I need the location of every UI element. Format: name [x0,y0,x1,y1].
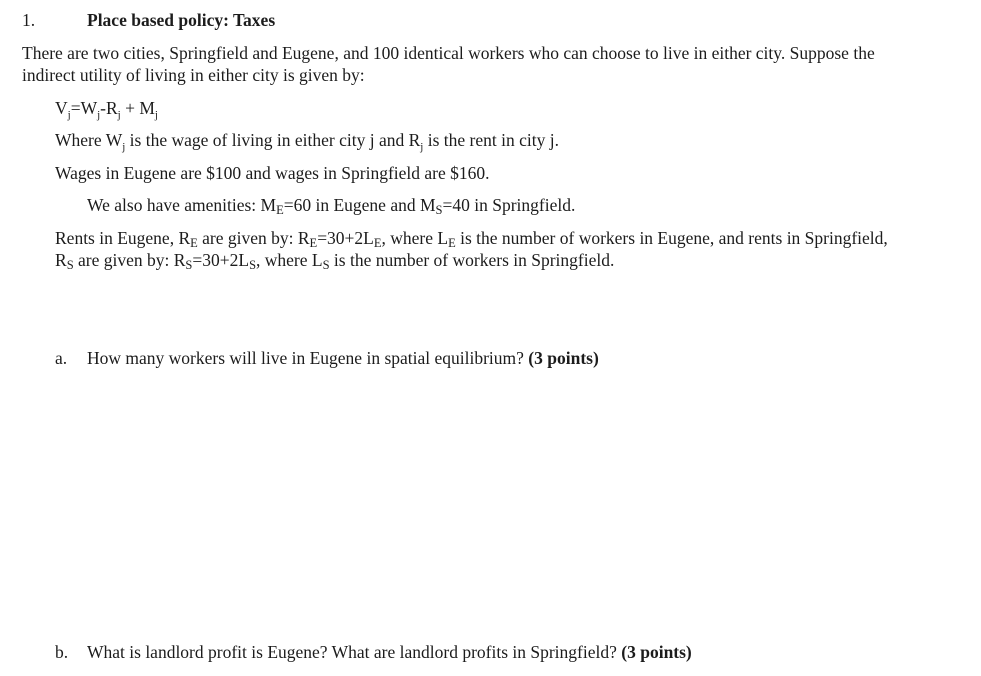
question-a-text: How many workers will live in Eugene in spatial equilibrium? [87,348,524,368]
wages-statement: Wages in Eugene are $100 and wages in Springfield are $160. [55,163,490,183]
where-definition [55,129,559,151]
text-part: We also have amenities: M [87,195,277,215]
problem-number: 1. [22,10,36,30]
formula-subscript: j [117,109,121,121]
subscript: S [435,203,443,217]
subscript: E [373,236,382,250]
subscript: E [309,236,318,250]
formula-part: -R [100,98,118,118]
formula-subscript: j [67,109,71,121]
subscript: E [448,236,456,250]
question-b-marker: b. [55,642,69,662]
subscript: S [66,258,74,272]
text-part: =30+2L [192,250,250,270]
text-part: is the wage of living in either city j and R [125,130,421,150]
subscript: E [276,203,284,217]
formula-part: + M [120,98,155,118]
rents-line-2 [55,249,614,271]
text-part: is the number of workers in Springfield. [329,250,615,270]
intro-line-1: There are two cities, Springfield and Eugene, and 100 identical workers who can choose to live in either city. Suppose the [22,43,875,63]
text-part: is the number of workers in Eugene, and rents in Springfield, [455,228,888,248]
subscript: E [190,236,198,250]
formula-part: V [55,98,68,118]
text-part: Rents in Eugene, R [55,228,191,248]
text-part: =40 in Springfield. [442,195,576,215]
rents-line-1 [55,227,888,249]
text-part: =60 in Eugene and M [283,195,436,215]
intro-line-2: indirect utility of living in either city is given by: [22,65,365,85]
question-b [87,641,692,663]
subscript: j [420,141,424,153]
text-part: , where L [381,228,449,248]
question-a-marker: a. [55,348,68,368]
subscript: S [322,258,330,272]
formula-subscript: j [97,109,101,121]
question-a [87,347,599,369]
text-part: are given by: R [73,250,186,270]
text-part: Where W [55,130,123,150]
text-part: R [55,250,67,270]
subscript: j [122,141,126,153]
amenities-statement [87,194,575,216]
subscript: S [185,258,193,272]
formula-subscript: j [154,109,158,121]
question-a-points: (3 points) [528,348,599,368]
question-b-text: What is landlord profit is Eugene? What are landlord profits in Springfield? [87,642,617,662]
formula-part: =W [70,98,98,118]
utility-formula [55,97,158,119]
problem-title: Place based policy: Taxes [87,10,276,30]
question-b-points: (3 points) [621,642,692,662]
text-part: is the rent in city j. [423,130,559,150]
text-part: are given by: R [197,228,310,248]
text-part: =30+2L [317,228,374,248]
subscript: S [249,258,257,272]
text-part: , where L [256,250,323,270]
